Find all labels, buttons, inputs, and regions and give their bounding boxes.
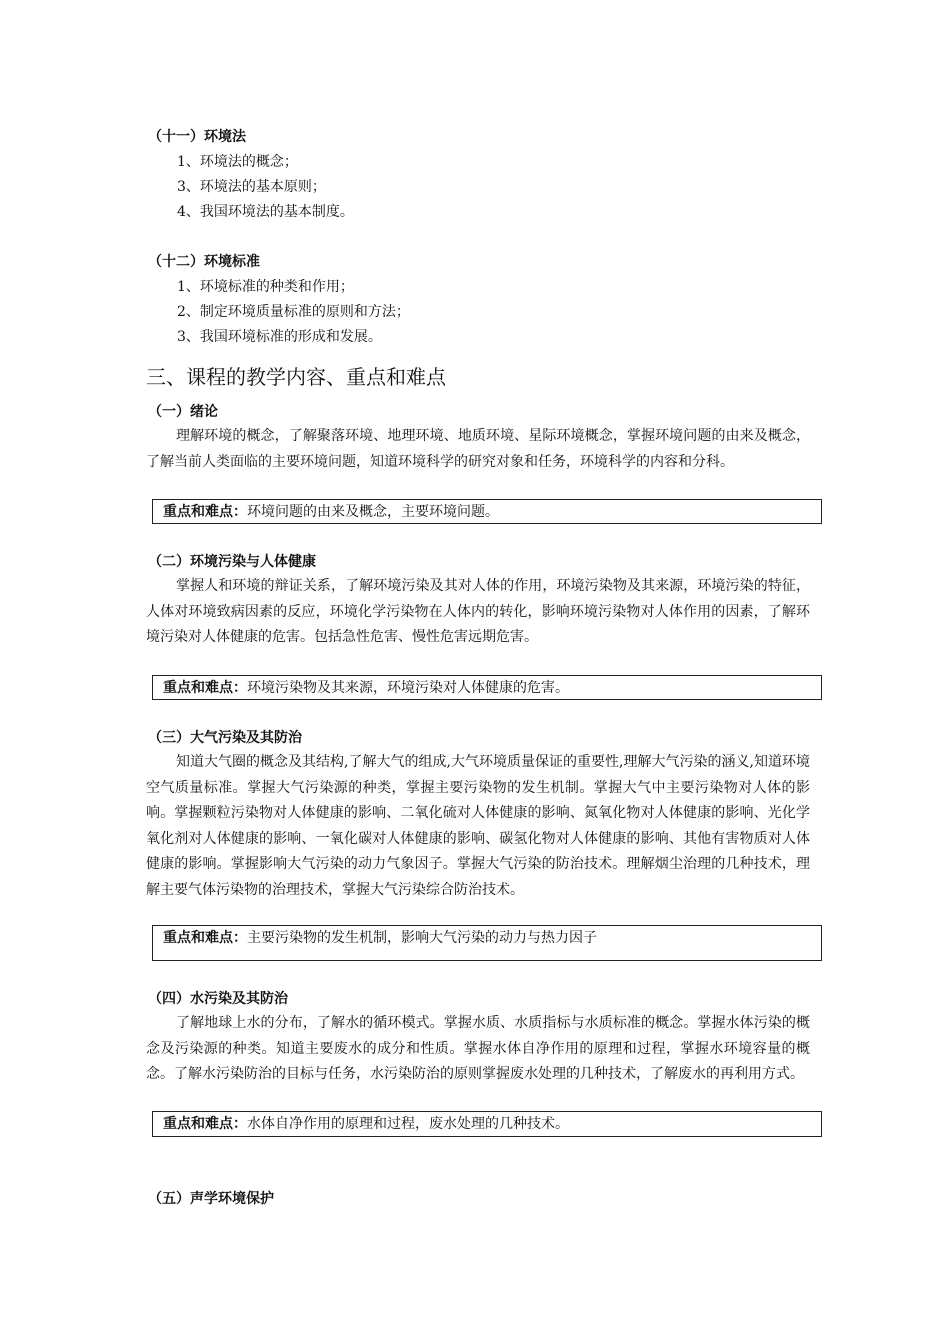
key-points-label: 重点和难点：	[163, 680, 247, 696]
topic-3-key-box	[152, 925, 822, 961]
section-11-item-1: 1、环境法的概念；	[177, 154, 298, 170]
topic-1-key-points: 环境问题的由来及概念，主要环境问题。	[247, 504, 499, 520]
section-11-item-3: 4、我国环境法的基本制度。	[177, 204, 354, 220]
topic-4-title: （四）水污染及其防治	[148, 991, 288, 1007]
topic-2-key-points: 环境污染物及其来源，环境污染对人体健康的危害。	[247, 680, 569, 696]
topic-4-body: 了解地球上水的分布，了解水的循环模式。掌握水质、水质指标与水质标准的概念。掌握水体污染的概念及污染源的种类。知道主要废水的成分和性质。掌握水体自净作用的原理和过程，掌握水环境容量的概念。了解水污染防治的目标与任务，水污染防治的原则掌握废水处理的几种技术，了解废水的再利用方式。	[146, 1015, 810, 1082]
topic-3-key-points: 主要污染物的发生机制，影响大气污染的动力与热力因子	[247, 930, 597, 946]
section-12-item-2: 2、制定环境质量标准的原则和方法；	[177, 304, 410, 320]
topic-5-title: （五）声学环境保护	[148, 1191, 274, 1207]
topic-2-key-box	[152, 675, 822, 700]
topic-1-key-box	[152, 499, 822, 524]
section-12-title: （十二）环境标准	[148, 254, 260, 270]
key-points-label: 重点和难点：	[163, 930, 247, 946]
topic-3-title: （三）大气污染及其防治	[148, 730, 302, 746]
topic-4-key-points: 水体自净作用的原理和过程，废水处理的几种技术。	[247, 1116, 569, 1132]
topic-1-body: 理解环境的概念，了解聚落环境、地理环境、地质环境、星际环境概念，掌握环境问题的由来及概念，了解当前人类面临的主要环境问题，知道环境科学的研究对象和任务，环境科学的内容和分科。	[146, 428, 810, 470]
section-12-item-3: 3、我国环境标准的形成和发展。	[177, 329, 382, 345]
section-11-title: （十一）环境法	[148, 129, 246, 145]
topic-3-body: 知道大气圈的概念及其结构,了解大气的组成,大气环境质量保证的重要性,理解大气污染的涵义,知道环境空气质量标准。掌握大气污染源的种类，掌握主要污染物的发生机制。掌握大气中主要污染物对人体的影响。掌握颗粒污染物对人体健康的影响、二氧化硫对人体健康的影响、氮氧化物对人体健康的影响、光化学氧化剂对人体健康的影响、一氧化碳对人体健康的影响、碳氢化物对人体健康的影响、其他有害物质对人体健康的影响。掌握影响大气污染的动力气象因子。掌握大气污染的防治技术。理解烟尘治理的几种技术，理解主要气体污染物的治理技术，掌握大气污染综合防治技术。	[146, 754, 810, 898]
key-points-label: 重点和难点：	[163, 504, 247, 520]
topic-2-title: （二）环境污染与人体健康	[148, 554, 316, 570]
section-11-item-2: 3、环境法的基本原则；	[177, 179, 326, 195]
key-points-label: 重点和难点：	[163, 1116, 247, 1132]
topic-2-body: 掌握人和环境的辩证关系，了解环境污染及其对人体的作用，环境污染物及其来源，环境污染的特征，人体对环境致病因素的反应，环境化学污染物在人体内的转化，影响环境污染物对人体作用的因素，了解环境污染对人体健康的危害。包括急性危害、慢性危害远期危害。	[146, 578, 810, 645]
section-12-item-1: 1、环境标准的种类和作用；	[177, 279, 354, 295]
topic-4-key-box	[152, 1111, 822, 1137]
topic-1-title: （一）绪论	[148, 404, 218, 420]
chapter-title: 三、课程的教学内容、重点和难点	[146, 365, 446, 389]
